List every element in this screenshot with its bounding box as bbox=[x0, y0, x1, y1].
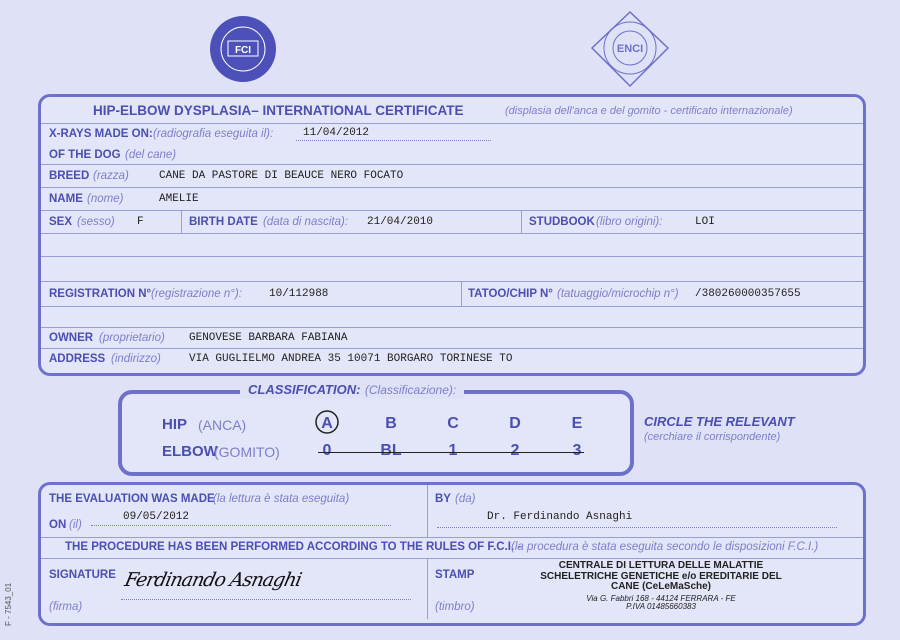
name-row bbox=[41, 188, 863, 211]
elbow-grade-0[interactable]: 0 bbox=[322, 442, 332, 459]
name-value: AMELIE bbox=[159, 193, 199, 205]
instruction-hint: (cerchiare il corrispondente) bbox=[644, 431, 781, 443]
enci-logo bbox=[588, 10, 672, 88]
fci-logo-icon bbox=[208, 14, 278, 84]
xrays-value: 11/04/2012 bbox=[303, 127, 370, 139]
blank-row-3 bbox=[41, 307, 863, 328]
xrays-row bbox=[41, 124, 863, 144]
signature-label: SIGNATURE bbox=[49, 569, 116, 581]
name-label: NAME bbox=[49, 193, 83, 205]
procedure-text: THE PROCEDURE HAS BEEN PERFORMED ACCORDING TO THE RULES OF F.C.I. - bbox=[65, 541, 522, 553]
by-label: BY bbox=[435, 493, 451, 505]
elbow-strikethrough bbox=[318, 452, 584, 453]
registration-label: REGISTRATION N° bbox=[49, 288, 152, 300]
classification-hint: (Classificazione): bbox=[364, 383, 457, 397]
dog-label: OF THE DOG bbox=[49, 149, 121, 161]
fci-logo bbox=[208, 14, 278, 84]
dog-hint: (del cane) bbox=[125, 149, 177, 161]
hip-hint: (ANCA) bbox=[198, 417, 247, 433]
stamp-line-5: P.IVA 01485660383 bbox=[626, 601, 696, 611]
procedure-hint: (la procedura è stata eseguita secondo le disposizioni F.C.I.) bbox=[511, 541, 819, 553]
breed-value: CANE DA PASTORE DI BEAUCE NERO FOCATO bbox=[159, 170, 404, 182]
certificate-subtitle: (displasia dell'anca e del gomito - certificato internazionale) bbox=[505, 105, 793, 117]
signature-row bbox=[41, 559, 863, 619]
breed-hint: (razza) bbox=[93, 170, 129, 182]
studbook-hint: (libro origini): bbox=[596, 216, 663, 228]
by-value: Dr. Ferdinando Asnaghi bbox=[487, 511, 633, 523]
stamp-line-2: SCHELETRICHE GENETICHE e/o EREDITARIE DEL bbox=[540, 570, 782, 582]
elbow-grade-bl[interactable]: BL bbox=[380, 442, 402, 459]
evaluation-row bbox=[41, 485, 863, 538]
circle-instruction bbox=[644, 414, 795, 443]
studbook-value: LOI bbox=[695, 216, 715, 228]
selected-circle-icon bbox=[314, 409, 340, 435]
name-hint: (nome) bbox=[87, 193, 124, 205]
on-label: ON bbox=[49, 519, 67, 531]
sex-birth-row bbox=[41, 211, 863, 234]
registration-row bbox=[41, 282, 863, 307]
certificate-title: HIP-ELBOW DYSPLASIA– INTERNATIONAL CERTIFICATE bbox=[93, 103, 464, 118]
stamp-line-3: CANE (CeLeMaSche) bbox=[610, 581, 712, 592]
hip-label: HIP bbox=[162, 416, 188, 433]
owner-value: GENOVESE BARBARA FABIANA bbox=[189, 332, 348, 344]
classification-title bbox=[240, 381, 464, 399]
hip-grade-c[interactable]: C bbox=[447, 415, 459, 432]
address-hint: (indirizzo) bbox=[111, 353, 161, 365]
procedure-row bbox=[41, 538, 863, 559]
instruction-text: CIRCLE THE RELEVANT bbox=[644, 414, 795, 429]
stamp-line-1: CENTRALE DI LETTURA DELLE MALATTIE bbox=[558, 560, 764, 571]
enci-logo-text: ENCI bbox=[616, 43, 644, 55]
signature-hint: (firma) bbox=[49, 601, 83, 613]
xrays-hint: (radiografia eseguita il): bbox=[153, 128, 274, 140]
blank-row-1 bbox=[41, 234, 863, 257]
breed-row bbox=[41, 165, 863, 188]
breed-label: BREED bbox=[49, 170, 90, 182]
on-hint: (il) bbox=[69, 519, 82, 531]
address-label: ADDRESS bbox=[49, 353, 106, 365]
registration-hint: (registrazione n°): bbox=[151, 288, 242, 300]
form-code: F - 7543_01 bbox=[4, 582, 13, 626]
hip-grade-d[interactable]: D bbox=[509, 415, 521, 432]
hip-grade-e[interactable]: E bbox=[571, 415, 583, 432]
header-row bbox=[41, 97, 863, 124]
chip-value: /380260000357655 bbox=[695, 288, 801, 300]
address-row bbox=[41, 349, 863, 369]
evaluation-panel bbox=[38, 482, 866, 626]
owner-hint: (proprietario) bbox=[99, 332, 165, 344]
chip-label: TATOO/CHIP N° bbox=[468, 288, 553, 300]
evaluation-label: THE EVALUATION WAS MADE bbox=[49, 493, 215, 505]
owner-row bbox=[41, 328, 863, 349]
classification-panel bbox=[118, 390, 634, 476]
hip-grade-a[interactable]: A bbox=[321, 415, 333, 432]
stamp-label: STAMP bbox=[435, 569, 475, 581]
classification-label: CLASSIFICATION: bbox=[248, 382, 361, 397]
xrays-label: X-RAYS MADE ON: bbox=[49, 128, 153, 140]
owner-label: OWNER bbox=[49, 332, 94, 344]
evaluation-hint: (la lettura è stata eseguita) bbox=[213, 493, 350, 505]
elbow-grade-2[interactable]: 2 bbox=[510, 442, 520, 459]
enci-logo-icon bbox=[588, 10, 672, 88]
blank-row-2 bbox=[41, 257, 863, 282]
dog-info-panel bbox=[38, 94, 866, 376]
elbow-grade-1[interactable]: 1 bbox=[448, 442, 458, 459]
fci-logo-text: FCI bbox=[234, 45, 252, 56]
sex-value: F bbox=[137, 216, 144, 228]
chip-hint: (tatuaggio/microchip n°) bbox=[557, 288, 679, 300]
birth-label: BIRTH DATE bbox=[189, 216, 258, 228]
elbow-grade-3[interactable]: 3 bbox=[572, 442, 582, 459]
elbow-hint: (GOMITO) bbox=[214, 444, 280, 460]
birth-hint: (data di nascita): bbox=[263, 216, 349, 228]
address-value: VIA GUGLIELMO ANDREA 35 10071 BORGARO TORINESE TO bbox=[189, 353, 513, 365]
elbow-label: ELBOW bbox=[162, 443, 218, 460]
registration-value: 10/112988 bbox=[269, 288, 329, 300]
sex-hint: (sesso) bbox=[77, 216, 115, 228]
sex-label: SEX bbox=[49, 216, 73, 228]
dog-row bbox=[41, 144, 863, 165]
by-hint: (da) bbox=[455, 493, 476, 505]
studbook-label: STUDBOOK bbox=[529, 216, 595, 228]
signature-image: Ferdinando Asnaghi bbox=[122, 569, 304, 591]
evaluation-date: 09/05/2012 bbox=[123, 511, 190, 523]
stamp-line-4: Via G. Fabbri 168 - 44124 FERRARA - FE bbox=[586, 593, 736, 603]
hip-grade-b[interactable]: B bbox=[385, 415, 397, 432]
birth-value: 21/04/2010 bbox=[367, 216, 434, 228]
stamp bbox=[511, 561, 811, 611]
stamp-hint: (timbro) bbox=[435, 601, 475, 613]
